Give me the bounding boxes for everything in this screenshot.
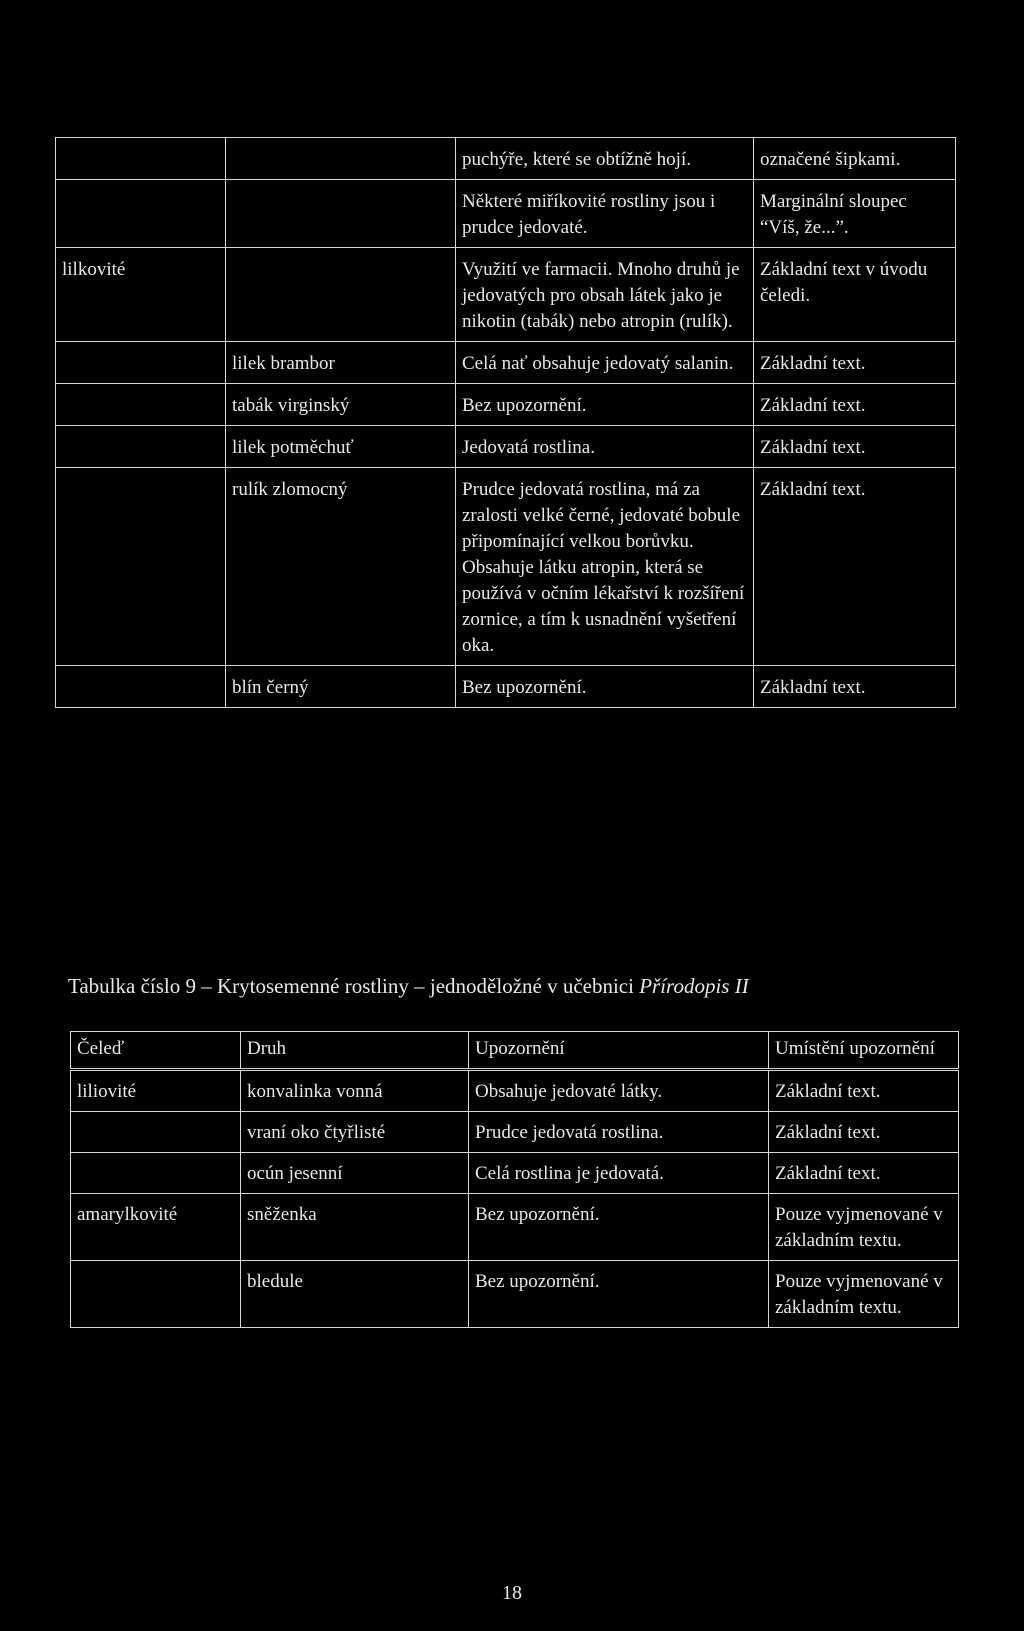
table-row xyxy=(71,1194,959,1261)
family-cell xyxy=(56,666,226,708)
species-cell: tabák virginský xyxy=(226,384,456,426)
table-row xyxy=(56,384,956,426)
header-species: Druh xyxy=(241,1032,469,1070)
family-cell xyxy=(56,180,226,248)
book-title: Přírodopis II xyxy=(639,974,749,998)
table-row xyxy=(56,138,956,180)
table-row xyxy=(56,180,956,248)
species-cell: lilek brambor xyxy=(226,342,456,384)
species-cell xyxy=(226,138,456,180)
table-header-row xyxy=(71,1032,959,1070)
header-warning: Upozornění xyxy=(469,1032,769,1070)
warning-cell: Prudce jedovatá rostlina. xyxy=(469,1112,769,1153)
warning-cell: Celá nať obsahuje jedovatý salanin. xyxy=(456,342,754,384)
placement-cell: Základní text. xyxy=(754,468,956,666)
species-cell: konvalinka vonná xyxy=(241,1070,469,1112)
species-cell: vraní oko čtyřlisté xyxy=(241,1112,469,1153)
table-caption xyxy=(68,973,968,999)
family-cell xyxy=(56,138,226,180)
warning-cell: Využití ve farmacii. Mnoho druhů je jedovatých pro obsah látek jako je nikotin (tabák) nebo atropin (rulík). xyxy=(456,248,754,342)
warning-cell: Celá rostlina je jedovatá. xyxy=(469,1153,769,1194)
warning-cell: Bez upozornění. xyxy=(456,666,754,708)
placement-cell: Základní text. xyxy=(754,426,956,468)
family-cell: amarylkovité xyxy=(71,1194,241,1261)
placement-cell: Základní text. xyxy=(754,342,956,384)
species-cell: sněženka xyxy=(241,1194,469,1261)
warning-cell: Bez upozornění. xyxy=(456,384,754,426)
family-cell xyxy=(56,426,226,468)
table-row xyxy=(56,248,956,342)
family-cell: liliovité xyxy=(71,1070,241,1112)
species-cell xyxy=(226,180,456,248)
placement-cell: Základní text. xyxy=(769,1070,959,1112)
table-row xyxy=(71,1112,959,1153)
family-cell xyxy=(56,384,226,426)
family-cell xyxy=(71,1153,241,1194)
family-cell xyxy=(56,468,226,666)
table-row xyxy=(56,666,956,708)
placement-cell: Základní text. xyxy=(769,1112,959,1153)
family-cell xyxy=(71,1112,241,1153)
family-cell: lilkovité xyxy=(56,248,226,342)
placement-cell: Základní text v úvodu čeledi. xyxy=(754,248,956,342)
species-cell: blín černý xyxy=(226,666,456,708)
species-cell: lilek potměchuť xyxy=(226,426,456,468)
header-placement: Umístění upozornění xyxy=(769,1032,959,1070)
placement-cell: Základní text. xyxy=(754,384,956,426)
monocot-table xyxy=(70,1031,959,1328)
table-row xyxy=(56,342,956,384)
placement-cell: označené šipkami. xyxy=(754,138,956,180)
warning-cell: Obsahuje jedovaté látky. xyxy=(469,1070,769,1112)
species-cell: rulík zlomocný xyxy=(226,468,456,666)
header-family: Čeleď xyxy=(71,1032,241,1070)
table-row xyxy=(71,1070,959,1112)
placement-cell: Pouze vyjmenované v základním textu. xyxy=(769,1261,959,1328)
placement-cell: Pouze vyjmenované v základním textu. xyxy=(769,1194,959,1261)
page-number: 18 xyxy=(502,1582,522,1604)
warning-cell: Některé miříkovité rostliny jsou i prudce jedovaté. xyxy=(456,180,754,248)
warning-cell: Prudce jedovatá rostlina, má za zralosti velké černé, jedovaté bobule připomínající velkou borůvku. Obsahuje látku atropin, která se používá v očním lékařství k rozšíření zornice, a tím k usnadnění vyšetření oka. xyxy=(456,468,754,666)
placement-cell: Základní text. xyxy=(754,666,956,708)
warning-cell: puchýře, které se obtížně hojí. xyxy=(456,138,754,180)
warning-cell: Bez upozornění. xyxy=(469,1194,769,1261)
table-row xyxy=(71,1261,959,1328)
placement-cell: Základní text. xyxy=(769,1153,959,1194)
warning-cell: Jedovatá rostlina. xyxy=(456,426,754,468)
family-cell xyxy=(56,342,226,384)
table-row xyxy=(56,468,956,666)
table-row xyxy=(71,1153,959,1194)
continued-table xyxy=(55,137,956,708)
warning-cell: Bez upozornění. xyxy=(469,1261,769,1328)
caption-text: Tabulka číslo 9 – Krytosemenné rostliny – jednoděložné v učebnici xyxy=(68,974,640,998)
species-cell: ocún jesenní xyxy=(241,1153,469,1194)
species-cell xyxy=(226,248,456,342)
placement-cell: Marginální sloupec “Víš, že...”. xyxy=(754,180,956,248)
family-cell xyxy=(71,1261,241,1328)
species-cell: bledule xyxy=(241,1261,469,1328)
table-row xyxy=(56,426,956,468)
